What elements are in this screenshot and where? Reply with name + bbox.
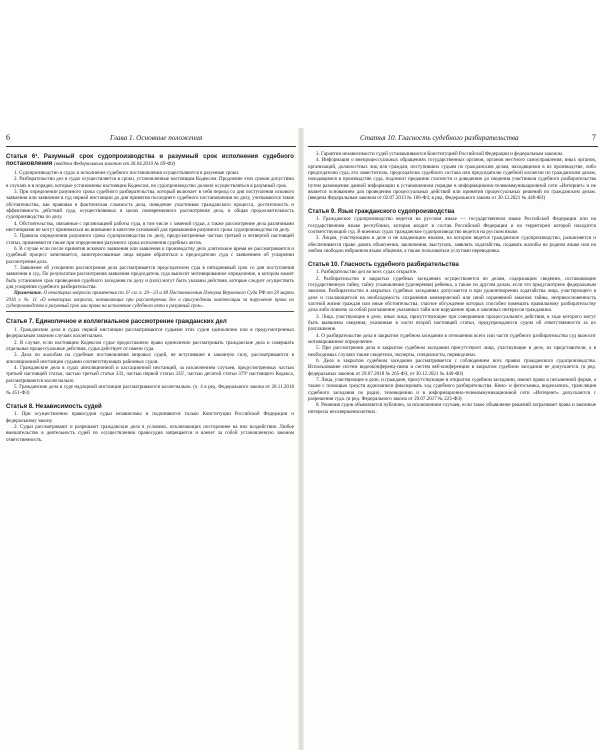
- paragraph: 6. В случае если после принятия искового заявления или заявления к производству дело длительное время не рассматривается и судебный процесс затягивается, заинтересованные лица вправе обратиться к председателю суда с заявлением об ускорении рассмотрения дела.: [6, 246, 294, 265]
- article-title-text: Статья 7. Единоличное и коллегиальное рассмотрение гражданских дел: [6, 318, 227, 326]
- paragraph: 2. Разбирательство дел в судах осуществляется в сроки, установленные настоящим Кодексом. Продление этих сроков допустимо в случаях и в порядке, которые установлены настоящим Кодексом, но судопроизводство должно осуществляться в разумный срок.: [6, 176, 294, 189]
- article-title-text: Статья 6¹. Разумный срок судопроизводства и разумный срок исполнения судебного постановления: [6, 153, 294, 168]
- left-page: [6, 133, 296, 745]
- note-text: О некоторых вопросах применения ст. 6¹ см. п. 20—23 и 48 Постановления Пленума Верховного Суда РФ от 29 марта 2016 г. № 11 «О некоторых вопросах, возникающих при рассмотрении дел о присуждении компенсации за нарушение права на судопроизводство в разумный срок или права на исполнение судебного акта в разумный срок».: [6, 291, 294, 309]
- paragraph: 5. Правила определения разумного срока судопроизводства по делу, предусмотренные частью третьей и четвертой настоящей статьи, применяются также при определении разумного срока исполнения судебных актов.: [6, 233, 294, 246]
- article-title: [308, 261, 596, 268]
- paragraph: 4. Информация о внепроцессуальных обращениях государственных органов, органов местного самоуправления, иных органов, организаций, должностных лиц или граждан, поступивших судьям по гражданским делам, находящимся в их производстве, либо председателю суда, его заместителю, председателю судебного состава или председателю судебной коллегии по гражданским делам, находящимся в производстве суда, подлежит преданию гласности и доведению до сведения участников судебного разбирательства путем размещения данной информации в установленном порядке в информационно-телекоммуникационной сети «Интернет» и не является основанием для проведения процессуальных действий или принятия процессуальных решений по гражданским делам. (введена Федеральным законом от 02.07.2013 № 166-ФЗ, в ред. Федерального закона от 30.12.2021 № 440-ФЗ): [308, 157, 596, 202]
- paragraph: 3. При определении разумного срока судебного разбирательства, который включает в себя период со дня поступления искового заявления или заявления в суд первой инстанции до дня принятия последнего судебного постановления по делу, учитываются такие обстоятельства, как правовая и фактическая сложность дела, поведение участников гражданского процесса, достаточность и эффективность действий суда, осуществляемых в целях своевременного рассмотрения дела, и общая продолжительность судопроизводства по делу.: [6, 188, 294, 221]
- paragraph: 4. О разбирательстве дела в закрытом судебном заседании в отношении всего или части судебного разбирательства суд выносит мотивированное определение.: [308, 332, 596, 345]
- amendment-note: (введена Федеральным законом от 30.04.2010 № 69-ФЗ): [54, 161, 176, 168]
- paragraph: 7. Заявление об ускорении рассмотрения дела рассматривается председателем суда в пятидневный срок со дня поступления заявления в суд. По результатам рассмотрения заявления председатель суда выносит мотивированное определение, в котором может быть установлен срок проведения судебного заседания по делу и (или) могут быть указаны действия, которые следует осуществить для ускорения судебного разбирательства.: [6, 265, 294, 291]
- right-page: [308, 133, 598, 745]
- running-head-title: Статья 10. Гласность судебного разбирательства: [360, 134, 519, 142]
- running-head: [308, 133, 598, 147]
- paragraph: 1. Гражданское судопроизводство ведется на русском языке — государственном языке Российской Федерации или на государственном языке республики, которая входит в состав Российской Федерации и на территории которой находится соответствующий суд. В военных судах гражданское судопроизводство ведется на русском языке.: [308, 216, 596, 236]
- page-body: [6, 153, 296, 443]
- paragraph: 8. Решения судов объявляются публично, за исключением случаев, если такое объявление решений затрагивает права и законные интересы несовершеннолетних.: [308, 402, 596, 415]
- page-number: 7: [592, 133, 596, 142]
- paragraph: 6. Дело в закрытом судебном заседании рассматривается с соблюдением всех правил гражданского судопроизводства. Использование систем видеоконференц-связи и систем веб-конференции в закрытом судебном заседании не допускается. (в ред. федеральных законов от 29.07.2018 № 265-ФЗ, от 30.12.2021 № 440-ФЗ): [308, 358, 596, 377]
- paragraph: 3. Дела по жалобам на судебные постановления мировых судей, не вступившие в законную силу, рассматриваются в апелляционной инстанции судьями соответствующих районных судов.: [6, 352, 294, 365]
- section-divider: [6, 311, 294, 312]
- paragraph: 4. Обстоятельства, связанные с организацией работы суда, в том числе с заменой судьи, а также рассмотрение дела различными инстанциями не могут приниматься во внимание в качестве оснований для превышения разумного срока судопроизводства по делу.: [6, 220, 294, 233]
- paragraph: 2. Лицам, участвующим в деле и не владеющим языком, на котором ведется гражданское судопроизводство, разъясняется и обеспечивается право давать объяснения, заключения, выступать, заявлять ходатайства, подавать жалобы на родном языке или на любом свободно избранном языке общения, а также пользоваться услугами переводчика.: [308, 235, 596, 255]
- running-head: [6, 133, 296, 147]
- page-number: 6: [6, 133, 10, 142]
- page-body: [308, 147, 598, 415]
- article-title-text: Статья 8. Независимость судей: [6, 402, 102, 410]
- note: [6, 291, 294, 309]
- paragraph: 3. Лица, участвующие в деле, иные лица, присутствующие при совершении процессуального действия, в ходе которого могут быть выявлены сведения, указанные в части второй настоящей статьи, предупреждаются судом об ответственности за их разглашение.: [308, 313, 596, 333]
- article-title-text: Статья 10. Гласность судебного разбирательства: [308, 260, 459, 268]
- paragraph: 2. Разбирательство в закрытых судебных заседаниях осуществляется по делам, содержащим сведения, составляющие государственную тайну, тайну усыновления (удочерения) ребенка, а также по другим делам, если это предусмотрено федеральным законом. Разбирательство в закрытых судебных заседаниях допускается и при удовлетворении ходатайства лица, участвующего в деле и ссылающегося на необходимость сохранения коммерческой или иной охраняемой законом тайны, неприкосновенность частной жизни граждан или иные обстоятельства, гласное обсуждение которых способно помешать правильному разбирательству дела либо повлечь за собой разглашение указанных тайн или нарушение прав и законных интересов гражданина.: [308, 275, 596, 314]
- paragraph: 2. Судьи рассматривают и разрешают гражданские дела в условиях, исключающих постороннее на них воздействие. Любое вмешательство в деятельность судей по осуществлению правосудия запрещается и влечет за собой установленную законом ответственность.: [6, 424, 294, 443]
- paragraph: 7. Лица, участвующие в деле, и граждане, присутствующие в открытом судебном заседании, имеют право в письменной форме, а также с помощью средств аудиозаписи фиксировать ход судебного разбирательства. Кино- и фотосъемка, видеозапись, трансляция судебного заседания по радио, телевидению и в информационно-телекоммуникационной сети «Интернет» допускаются с разрешения суда. (в ред. Федерального закона от 29.07.2017 № 223-ФЗ): [308, 377, 596, 403]
- article-title-text: Статья 9. Язык гражданского судопроизводства: [308, 207, 455, 215]
- article-title: [6, 318, 294, 325]
- running-head-title: Глава 1. Основные положения: [110, 134, 203, 142]
- paragraph: 1. Гражданские дела в судах первой инстанции рассматриваются судьями этих судов единолично или в предусмотренных федеральным законом случаях коллегиально.: [6, 326, 294, 340]
- paragraph: 1. Разбирательство дел во всех судах открытое.: [316, 269, 418, 276]
- paragraph: 5. Гражданские дела в суде надзорной инстанции рассматриваются коллегиально. (ч. 4 в ред. Федерального закона от 28.11.2018 № 451-ФЗ): [6, 384, 294, 397]
- paragraph: 1. Судопроизводство в судах и исполнение судебного постановления осуществляются в разумные сроки.: [14, 169, 240, 176]
- paragraph: 4. Гражданские дела в судах апелляционной и кассационной инстанций, за исключением случаев, предусмотренных частью третьей настоящей статьи, частью третьей статьи 333, частью первой статьи 335¹, частью десятой статьи 379⁵ настоящего Кодекса, рассматриваются коллегиально.: [6, 364, 294, 384]
- article-title: [308, 208, 596, 215]
- article-title: [6, 153, 294, 168]
- article-title: [6, 403, 294, 410]
- paragraph: 1. При осуществлении правосудия судьи независимы и подчиняются только Конституции Российской Федерации и федеральному закону.: [6, 411, 294, 424]
- book-gutter: [298, 128, 304, 750]
- top-margin: [0, 0, 600, 130]
- paragraph: 3. Гарантии независимости судей устанавливаются Конституцией Российской Федерации и федеральным законом.: [316, 151, 564, 157]
- note-label: Примечание.: [14, 291, 43, 297]
- paragraph: 2. В случае, если настоящим Кодексом судье предоставлено право единолично рассматривать гражданские дела и совершать отдельные процессуальные действия, судья действует от имени суда.: [6, 339, 294, 352]
- paragraph: 5. При рассмотрении дела в закрытом судебном заседании присутствуют лица, участвующие в деле, их представители, а в необходимых случаях также свидетели, эксперты, специалисты, переводчики.: [308, 345, 596, 358]
